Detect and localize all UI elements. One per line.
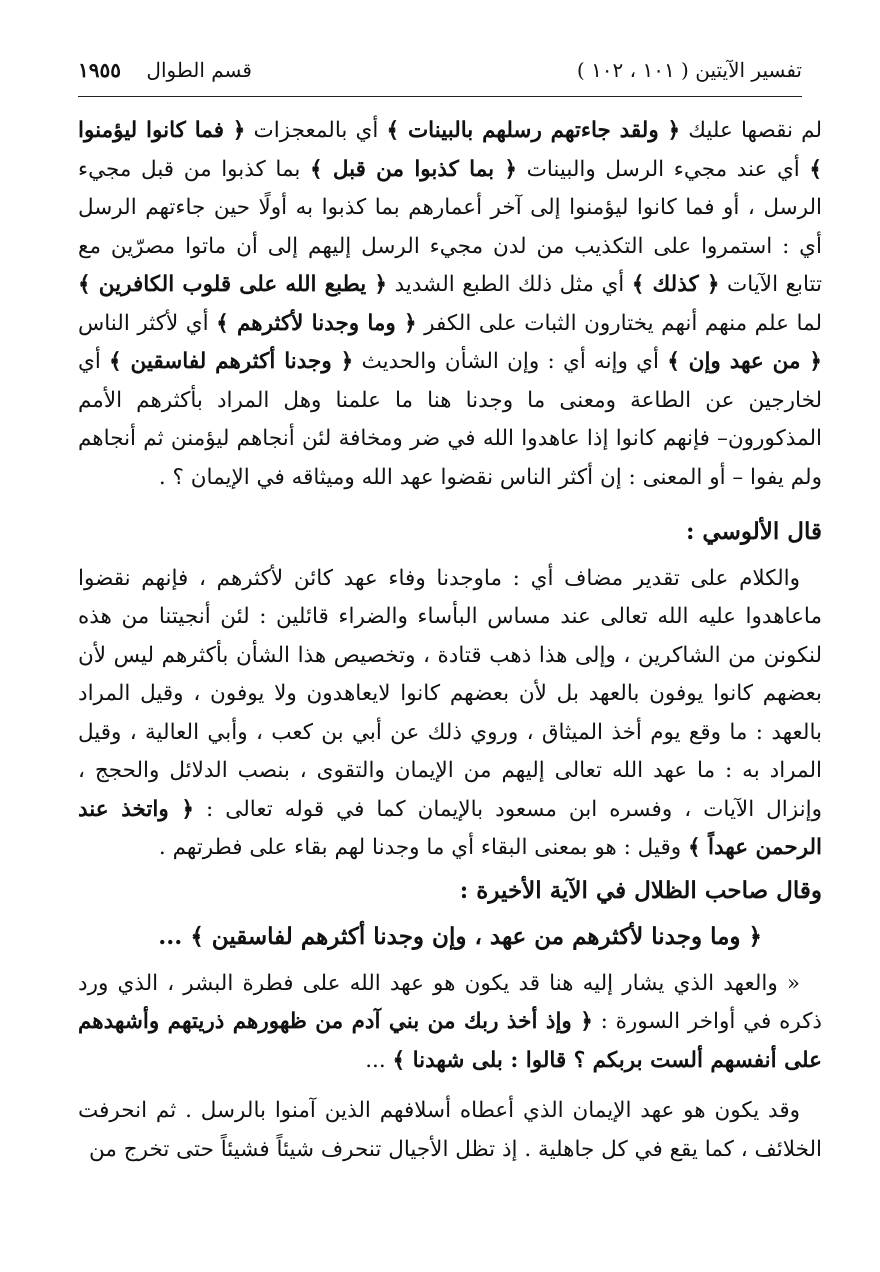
spacer bbox=[78, 497, 822, 509]
text: وقيل : هو بمعنى البقاء أي ما وجدنا لهم بقاء على فطرتهم . bbox=[158, 835, 688, 860]
text: ... bbox=[365, 1047, 393, 1073]
quran-quote: ﴿ واتخذ عند الرحمن عهداً ﴾ bbox=[78, 796, 822, 860]
verse-quote: ﴿ وما وجدنا لأكثرهم من عهد ، وإن وجدنا أكثرهم لفاسقين ﴾ ... bbox=[158, 923, 762, 950]
text: أي لخارجين عن الطاعة ومعنى ما وجدنا هنا ما علمنا وهل المراد بأكثرهم الأمم المذكورون– فإنهم كانوا إذا عاهدوا الله في ضر ومخافة لئن أنجاهم ليؤمنن ثم أنجاهم ولم يفوا – أو المعنى : إن أكثر الناس نقضوا عهد الله وميثاقه في الإيمان ؟ . bbox=[78, 349, 822, 490]
text: أي وإنه أي : وإن الشأن والحديث bbox=[353, 349, 668, 374]
quran-quote: ﴿ كذلك ﴾ bbox=[631, 272, 720, 297]
text: لم نقصها عليك bbox=[680, 118, 822, 143]
paragraph-1 bbox=[78, 112, 822, 497]
page-body bbox=[78, 112, 822, 1169]
heading-alusi: قال الألوسي : bbox=[685, 518, 822, 545]
page-header bbox=[78, 58, 802, 82]
text: بما كذبوا من قبل مجيء الرسل ، أو فما كانوا ليؤمنوا إلى آخر أعمارهم بما كذبوا به أولًا حين جاءتهم الرسل أي : استمروا على التكذيب من لدن مجيء الرسل إليهم إلى أن ماتوا مصرّين مع تتابع الآيات bbox=[78, 156, 823, 297]
header-section bbox=[78, 58, 252, 82]
header-title: تفسير الآيتين ( ١٠١ ، ١٠٢ ) bbox=[576, 58, 802, 82]
quran-quote: ﴿ يطبع الله على قلوب الكافرين ﴾ bbox=[78, 272, 387, 297]
text: أي لأكثر الناس bbox=[78, 310, 217, 336]
quran-quote: ﴿ من عهد وإن ﴾ bbox=[667, 349, 822, 374]
quran-quote: ﴿ وجدنا أكثرهم لفاسقين ﴾ bbox=[109, 349, 354, 374]
text: أي بالمعجزات bbox=[245, 118, 387, 143]
section-name: قسم الطوال bbox=[146, 58, 252, 82]
quran-quote: ﴿ بما كذبوا من قبل ﴾ bbox=[310, 156, 518, 182]
text: لما علم منهم أنهم يختارون الثبات على الكفر bbox=[416, 310, 823, 336]
text: أي مثل ذلك الطبع الشديد bbox=[386, 272, 632, 297]
paragraph-2 bbox=[78, 560, 822, 868]
text: والكلام على تقدير مضاف أي : ماوجدنا وفاء عهد كائن لأكثرهم ، فإنهم نقضوا ماعاهدوا عليه الله تعالى عند مساس البأساء والضراء قائلين : لئن أنجيتنا من هذه لنكونن من الشاكرين ، وإلى هذا ذهب قتادة ، وتخصيص هذا الشأن بأكثرهم ليس لأن بعضهم كانوا يوفون بالعهد بل لأن بعضهم كانوا لايعاهدون ولا يوفون ، وقيل المراد بالعهد : ما وقع يوم أخذ الميثاق ، وروي ذلك عن أبي بن كعب ، وأبي العالية ، وقيل المراد به : ما عهد الله تعالى إليهم من الإيمان والتقوى ، بنصب الدلائل والحجج ، وإنزال الآيات ، وفسره ابن مسعود بالإيمان كما في قوله تعالى : bbox=[78, 565, 822, 822]
page-number: ١٩٥٥ bbox=[78, 58, 121, 82]
quran-quote: ﴿ وما وجدنا لأكثرهم ﴾ bbox=[216, 310, 417, 336]
quran-quote: ﴿ فما كانوا ليؤمنوا ﴾ bbox=[78, 118, 822, 182]
heading-zilal: وقال صاحب الظلال في الآية الأخيرة : bbox=[459, 876, 822, 904]
header-divider bbox=[78, 96, 802, 97]
quran-quote: ﴿ ولقد جاءتهم رسلهم بالبينات ﴾ bbox=[386, 118, 681, 143]
text: « والعهد الذي يشار إليه هنا قد يكون هو عهد الله على فطرة البشر ، الذي ورد ذكره في أواخر السورة : bbox=[78, 970, 823, 1034]
text: أي عند مجيء الرسل والبينات bbox=[517, 156, 810, 182]
spacer bbox=[78, 1080, 822, 1092]
quran-quote: ﴿ وإذ أخذ ربك من بني آدم من ظهورهم ذريتهم وأشهدهم على أنفسهم ألست بربكم ؟ قالوا : بلى شهدنا ﴾ bbox=[78, 1009, 822, 1073]
paragraph-3 bbox=[78, 965, 822, 1081]
paragraph-4: وقد يكون هو عهد الإيمان الذي أعطاه أسلافهم الذين آمنوا بالرسل . ثم انحرفت الخلائف ، كما يقع في كل جاهلية . إذ تظل الأجيال تنحرف شيئاً فشيئاً حتى تخرج من bbox=[78, 1098, 822, 1162]
